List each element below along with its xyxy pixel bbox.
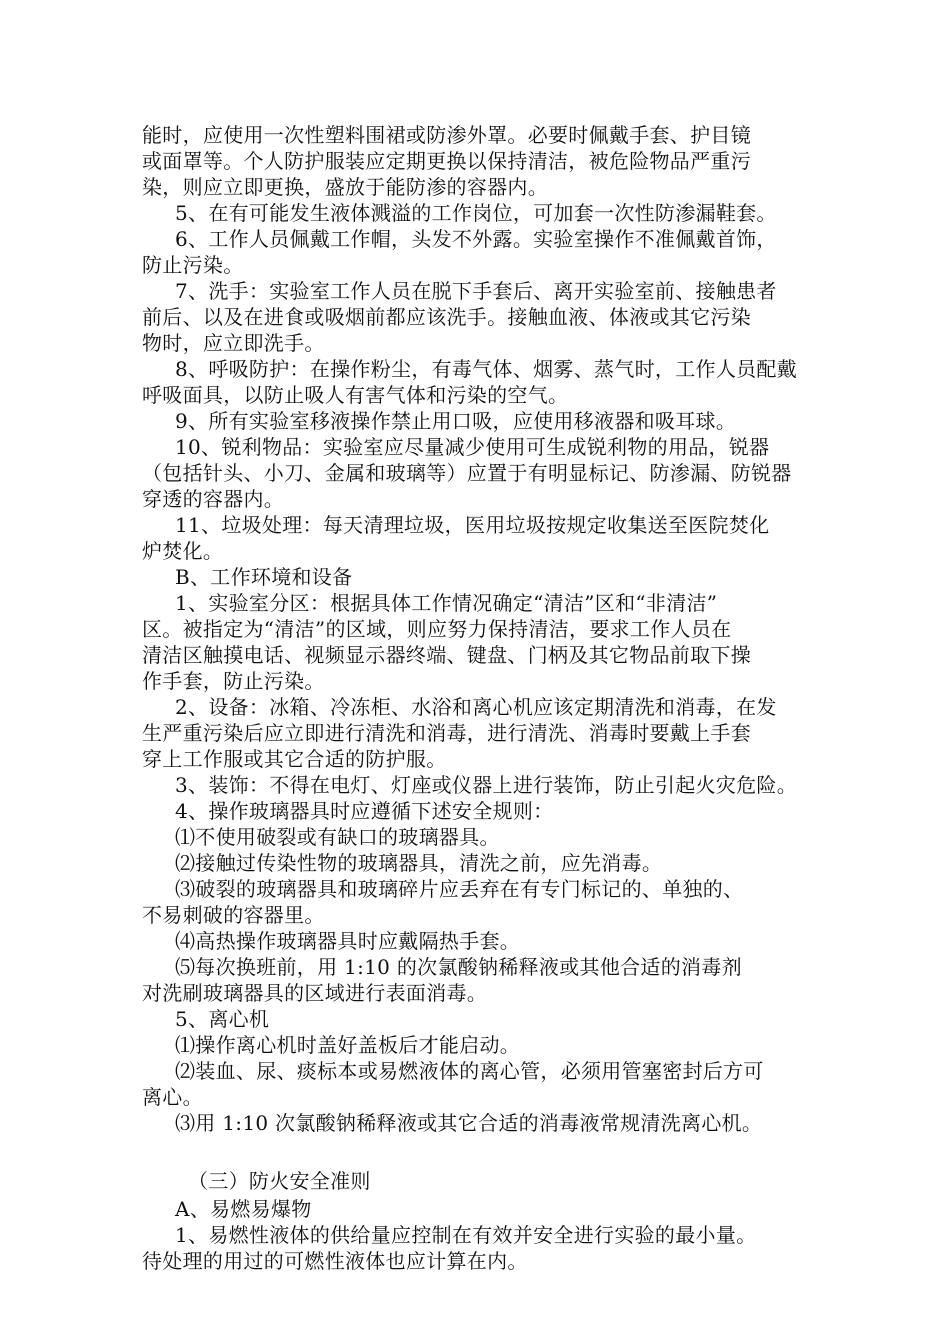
text-line: 5、离心机 xyxy=(175,1007,270,1031)
paragraph-lab-zoning xyxy=(142,590,822,694)
paragraph-flammable-liquids xyxy=(142,1222,822,1274)
text-line: 呼吸面具，以防止吸人有害气体和污染的空气。 xyxy=(142,383,569,407)
text-line: ⑶用 1:10 次氯酸钠稀释液或其它合适的消毒液常规清洗离心机。 xyxy=(175,1111,763,1135)
list-item-centrifuge-3 xyxy=(142,1110,822,1136)
text-line: 离心。 xyxy=(142,1085,203,1109)
text-line: 1、易燃性液体的供给量应控制在有效并安全进行实验的最小量。 xyxy=(175,1223,757,1247)
text-line: 5、在有可能发生液体溅溢的工作岗位，可加套一次性防渗漏鞋套。 xyxy=(175,201,777,225)
paragraph-hand-washing xyxy=(142,278,822,356)
text-line: 6、工作人员佩戴工作帽，头发不外露。实验室操作不准佩戴首饰， xyxy=(175,227,777,251)
text-line: B、工作环境和设备 xyxy=(175,565,353,589)
paragraph-equipment xyxy=(142,694,822,772)
text-line: 防止污染。 xyxy=(142,253,244,277)
paragraph-waste-disposal xyxy=(142,512,822,564)
text-line: 前后、以及在进食或吸烟前都应该洗手。接触血液、体液或其它污染 xyxy=(142,305,751,329)
text-line: ⑷高热操作玻璃器具时应戴隔热手套。 xyxy=(175,929,521,953)
paragraph-protective-clothing xyxy=(142,122,822,200)
text-line: 染，则应立即更换，盛放于能防渗的容器内。 xyxy=(142,175,548,199)
paragraph-pipetting xyxy=(142,408,822,434)
section-heading-fire-safety: （三）防火安全准则 xyxy=(188,1169,371,1193)
text-line: 11、垃圾处理：每天清理垃圾，医用垃圾按规定收集送至医院焚化 xyxy=(175,513,770,537)
text-line: 7、洗手：实验室工作人员在脱下手套后、离开实验室前、接触患者 xyxy=(175,279,777,303)
text-line: 物时，应立即洗手。 xyxy=(142,331,325,355)
paragraph-decoration xyxy=(142,772,822,798)
text-line: 生严重污染后应立即进行清洗和消毒，进行清洗、消毒时要戴上手套 xyxy=(142,721,751,745)
text-line: （包括针头、小刀、金属和玻璃等）应置于有明显标记、防渗漏、防锐器 xyxy=(142,461,792,485)
text-line: 4、操作玻璃器具时应遵循下述安全规则： xyxy=(175,799,554,823)
text-line: 或面罩等。个人防护服装应定期更换以保持清洁，被危险物品严重污 xyxy=(142,149,751,173)
text-line: 能时，应使用一次性塑料围裙或防渗外罩。必要时佩戴手套、护目镜 xyxy=(142,123,751,147)
list-item-centrifuge-1 xyxy=(142,1032,822,1058)
text-line: ⑴不使用破裂或有缺口的玻璃器具。 xyxy=(175,825,500,849)
text-line: 不易刺破的容器里。 xyxy=(142,903,325,927)
section-spacer xyxy=(142,1136,822,1166)
text-line: 清洁区触摸电话、视频显示器终端、键盘、门柄及其它物品前取下操 xyxy=(142,643,751,667)
text-line: 10、锐利物品：实验室应尽量减少使用可生成锐利物的用品，锐器 xyxy=(175,435,770,459)
document-page xyxy=(142,122,822,1274)
text-line: 对洗刷玻璃器具的区域进行表面消毒。 xyxy=(142,981,488,1005)
list-item-glassware-5 xyxy=(142,954,822,1006)
subsection-heading-flammables xyxy=(142,1196,822,1222)
paragraph-work-cap xyxy=(142,226,822,278)
text-line: 3、装饰：不得在电灯、灯座或仪器上进行装饰，防止引起火灾危险。 xyxy=(175,773,798,797)
text-line: 穿透的容器内。 xyxy=(142,487,285,511)
section-heading-environment xyxy=(142,564,822,590)
list-item-glassware-3 xyxy=(142,876,822,928)
text-line: 9、所有实验室移液操作禁止用口吸，应使用移液器和吸耳球。 xyxy=(175,409,737,433)
list-item-glassware-2 xyxy=(142,850,822,876)
text-line: 1、实验室分区：根据具体工作情况确定“清洁”区和“非清洁” xyxy=(175,591,718,615)
text-line: ⑸每次换班前，用 1:10 的次氯酸钠稀释液或其他合适的消毒剂 xyxy=(175,955,742,979)
text-line: A、易燃易爆物 xyxy=(175,1197,312,1221)
list-item-glassware-4 xyxy=(142,928,822,954)
text-line: 8、呼吸防护：在操作粉尘，有毒气体、烟雾、蒸气时，工作人员配戴 xyxy=(175,357,798,381)
text-line: 待处理的用过的可燃性液体也应计算在内。 xyxy=(142,1249,528,1273)
text-line: 作手套，防止污染。 xyxy=(142,669,325,693)
text-line: 2、设备：冰箱、冷冻柜、水浴和离心机应该定期清洗和消毒，在发 xyxy=(175,695,777,719)
paragraph-sharps xyxy=(142,434,822,512)
text-line: ⑵接触过传染性物的玻璃器具，清洗之前，应先消毒。 xyxy=(175,851,663,875)
paragraph-centrifuge xyxy=(142,1006,822,1032)
text-line: ⑶破裂的玻璃器具和玻璃碎片应丢弃在有专门标记的、单独的、 xyxy=(175,877,744,901)
list-item-glassware-1 xyxy=(142,824,822,850)
text-line: 炉焚化。 xyxy=(142,539,224,563)
paragraph-glassware-rules xyxy=(142,798,822,824)
paragraph-shoe-covers xyxy=(142,200,822,226)
text-line: ⑵装血、尿、痰标本或易燃液体的离心管，必须用管塞密封后方可 xyxy=(175,1059,764,1083)
list-item-centrifuge-2 xyxy=(142,1058,822,1110)
text-line: 区。被指定为“清洁”的区域，则应努力保持清洁，要求工作人员在 xyxy=(142,617,732,641)
text-line: ⑴操作离心机时盖好盖板后才能启动。 xyxy=(175,1033,521,1057)
paragraph-respiratory-protection xyxy=(142,356,822,408)
text-line: 穿上工作服或其它合适的防护服。 xyxy=(142,747,447,771)
